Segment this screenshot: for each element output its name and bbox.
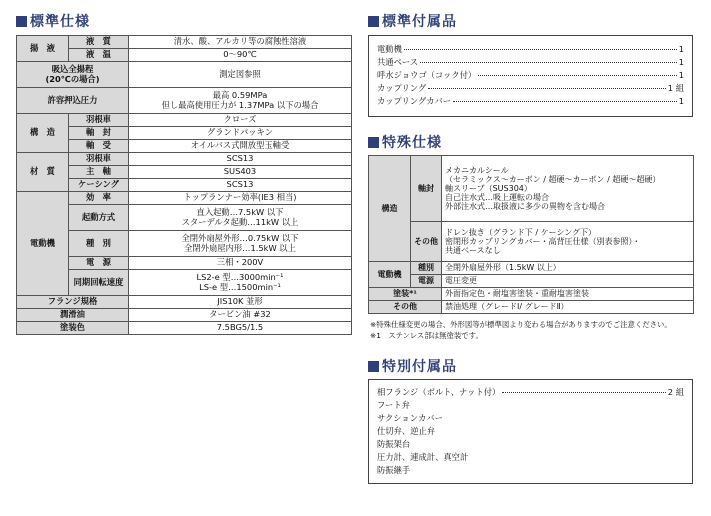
list-item: カップリング 1 組 <box>377 83 684 93</box>
motor-power-value: 三相・200V <box>129 257 352 270</box>
standard-accessories-box <box>368 35 693 117</box>
leader-dots <box>478 75 676 76</box>
list-item: 仕切弁、逆止弁 <box>377 426 436 436</box>
pressure-value: 最高 0.59MPa 但し最高使用圧力が 1.37MPa 以下の場合 <box>129 88 352 114</box>
list-item: サクションカバー <box>377 413 443 423</box>
structure-seal-value: グランドパッキン <box>129 127 352 140</box>
material-shaft-label: 主 軸 <box>69 166 129 179</box>
special-spec-note-2: ※1 ステンレス部は無塗装です。 <box>370 331 483 340</box>
special-shaft-seal-label: 軸封 <box>411 156 442 222</box>
leader-dots <box>404 49 677 50</box>
special-motor-power-value: 電圧変更 <box>442 275 694 288</box>
special-other-value: ドレン抜き（グランド下 / ケーシング下） 密閉形カップリングカバー・高背圧仕様（別表参照）・ 共通ベースなし <box>442 222 694 262</box>
special-misc-label: その他 <box>369 301 442 314</box>
structure-impeller-value: クローズ <box>129 114 352 127</box>
motor-efficiency-value: トップランナー効率(IE3 相当) <box>129 192 352 205</box>
list-item: 防振架台 <box>377 439 411 449</box>
list-item: 呼水ジョウゴ（コック付） 1 <box>377 70 684 80</box>
special-paint-value: 外面指定色・耐塩害塗装・重耐塩害塗装 <box>442 288 694 301</box>
motor-efficiency-label: 効 率 <box>69 192 129 205</box>
structure-seal-label: 軸 封 <box>69 127 129 140</box>
special-motor-type-value: 全閉外扇屋外形（1.5kW 以上） <box>442 262 694 275</box>
suction-head-label: 吸込全揚程 (20℃の場合) <box>17 62 129 88</box>
motor-label: 電動機 <box>17 192 69 296</box>
motor-type-label: 種 別 <box>69 231 129 257</box>
motor-speed-value: LS2-e 型…3000min⁻¹ LS-e 型…1500min⁻¹ <box>129 270 352 296</box>
structure-bearing-label: 軸 受 <box>69 140 129 153</box>
material-casing-label: ケーシング <box>69 179 129 192</box>
special-structure-label: 構造 <box>369 156 411 262</box>
structure-label: 構 造 <box>17 114 69 153</box>
special-paint-label: 塗装*¹ <box>369 288 442 301</box>
special-spec-table <box>368 155 694 314</box>
special-spec-note-1: ※特殊仕様変更の場合、外形図等が標準図より変わる場合がありますのでご注意ください。 <box>370 320 672 329</box>
material-casing-value: SCS13 <box>129 179 352 192</box>
leader-dots <box>453 101 677 102</box>
suction-head-value: 測定図参照 <box>129 62 352 88</box>
lube-value: タービン油 #32 <box>129 309 352 322</box>
standard-spec-heading: 標準仕様 <box>16 11 90 31</box>
heading-square-icon <box>16 16 27 27</box>
paint-value: 7.5BG5/1.5 <box>129 322 352 335</box>
list-item: 圧力計、連成計、真空計 <box>377 452 469 462</box>
heading-square-icon <box>368 361 379 372</box>
liquid-quality-label: 液 質 <box>69 36 129 49</box>
motor-type-value: 全閉外扇屋外形…0.75kW 以下 全閉外扇屋内形…1.5kW 以上 <box>129 231 352 257</box>
special-accessories-box <box>368 379 693 484</box>
lube-label: 潤滑油 <box>17 309 129 322</box>
material-label: 材 質 <box>17 153 69 192</box>
liquid-label: 揚 液 <box>17 36 69 62</box>
standard-spec-table <box>16 35 352 335</box>
structure-bearing-value: オイルバス式開放型玉軸受 <box>129 140 352 153</box>
material-impeller-label: 羽根車 <box>69 153 129 166</box>
flange-value: JIS10K 並形 <box>129 296 352 309</box>
heading-square-icon <box>368 137 379 148</box>
list-item: 防振継手 <box>377 465 411 475</box>
pressure-label: 許容押込圧力 <box>17 88 129 114</box>
list-item: 電動機 1 <box>377 44 684 54</box>
standard-accessories-heading: 標準付属品 <box>368 11 457 31</box>
flange-label: フランジ規格 <box>17 296 129 309</box>
special-misc-value: 禁油処理（グレードⅠ/ グレードⅡ） <box>442 301 694 314</box>
material-impeller-value: SCS13 <box>129 153 352 166</box>
paint-label: 塗装色 <box>17 322 129 335</box>
leader-dots <box>428 88 666 89</box>
special-motor-power-label: 電源 <box>411 275 442 288</box>
liquid-temp-label: 液 温 <box>69 49 129 62</box>
list-item: 相フランジ（ボルト、ナット付） 2 組 <box>377 387 684 397</box>
structure-impeller-label: 羽根車 <box>69 114 129 127</box>
material-shaft-value: SUS403 <box>129 166 352 179</box>
motor-speed-label: 同期回転速度 <box>69 270 129 296</box>
motor-start-value: 直入起動…7.5kW 以下 スターデルタ起動…11kW 以上 <box>129 205 352 231</box>
special-other-label: その他 <box>411 222 442 262</box>
liquid-quality-value: 清水、酸、アルカリ等の腐蝕性溶液 <box>129 36 352 49</box>
special-spec-heading: 特殊仕様 <box>368 132 442 152</box>
liquid-temp-value: 0～90℃ <box>129 49 352 62</box>
leader-dots <box>502 392 665 393</box>
leader-dots <box>420 62 677 63</box>
special-motor-label: 電動機 <box>369 262 411 288</box>
list-item: フート弁 <box>377 400 410 410</box>
special-accessories-heading: 特別付属品 <box>368 356 457 376</box>
list-item: カップリングカバー 1 <box>377 96 684 106</box>
motor-start-label: 起動方式 <box>69 205 129 231</box>
special-motor-type-label: 種別 <box>411 262 442 275</box>
motor-power-label: 電 源 <box>69 257 129 270</box>
heading-square-icon <box>368 16 379 27</box>
special-shaft-seal-value: メカニカルシール （セラミックス～カーボン / 超硬～カーボン / 超硬～超硬） 軸スリーブ（SUS304） 自己注水式…吸上運転の場合 外部注水式…取扱液に多少の異物を含む場合 <box>442 156 694 222</box>
list-item: 共通ベース 1 <box>377 57 684 67</box>
